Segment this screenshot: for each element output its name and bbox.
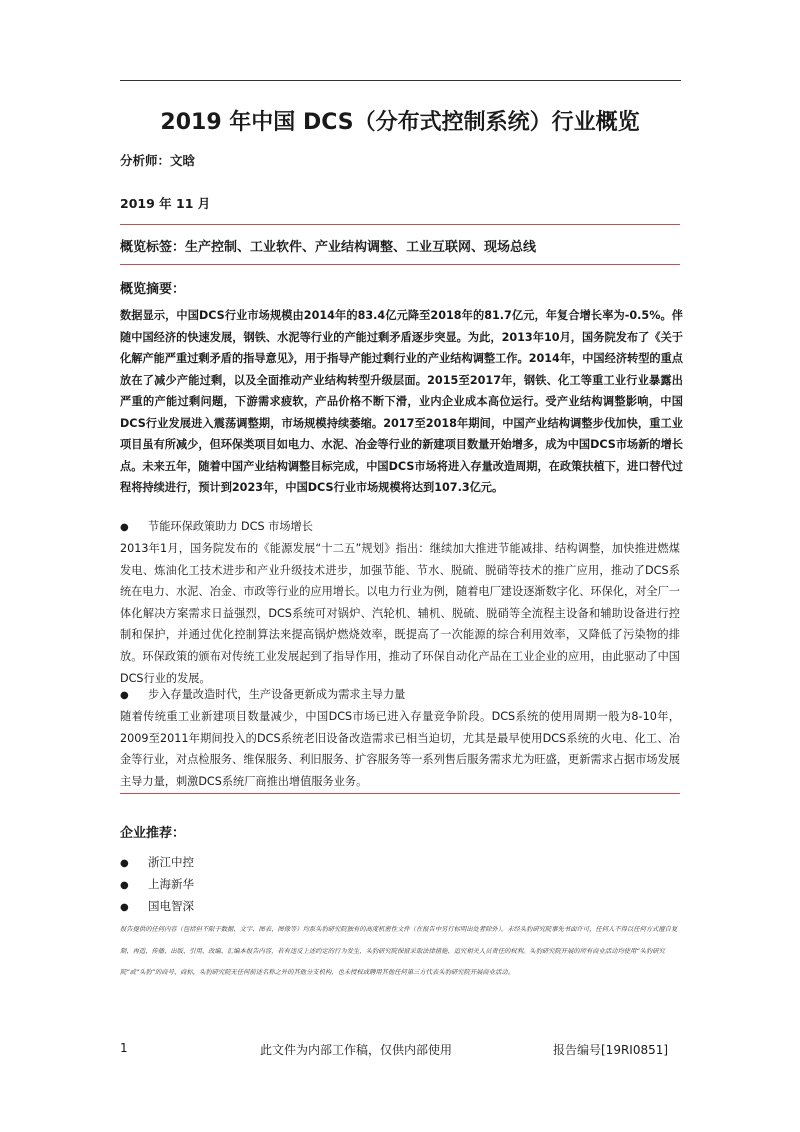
point-paragraph: 2013年1月，国务院发布的《能源发展“十二五”规划》指出：继续加大推进节能减排、结构调整，加快推进燃煤发电、炼油化工技术进步和产业升级技术进步，加强节能、节水、脱硫、脱硝等技术的推广应用，推动了DCS系统在电力、水泥、冶金、市政等行业的应用增长。以电力行业为例，随着电厂建设逐渐数字化、环保化，对全厂一体化解决方案需求日益强烈，DCS系统可对锅炉、汽轮机、辅机、脱硫、脱硝等全流程主设备和辅助设备进行控制和保护，并通过优化控制算法来提高锅炉燃烧效率，既提高了一次能源的综合利用效率，又降低了污染物的排放。环保政策的颁布对传统工业发展起到了指导作用，推动了环保自动化产品在工业企业的应用，由此驱动了中国DCS行业的发展。 xyxy=(120,542,680,685)
divider xyxy=(120,224,680,225)
footer-notice: 此文件为内部工作稿，仅供内部使用 xyxy=(260,1043,453,1057)
summary-text: 数据显示，中国DCS行业市场规模由2014年的83.4亿元降至2018年的81.7亿元，年复合增长率为-0.5%。伴随中国经济的快速发展，钢铁、水泥等行业的产能过剩矛盾逐步突显。为此，2013年10月，国务院发布了《关于化解产能严重过剩矛盾的指导意见》，用于指导产能过剩行业的产业结构调整工作。2014年，中国经济转型的重点放在了减少产能过剩，以及全面推动产业结构转型升级层面。2015至2017年，钢铁、化工等重工业行业暴露出严重的产能过剩问题，下游需求疲软，产品价格不断下滑，业内企业成本高位运行。受产业结构调整影响，中国DCS行业发展进入震荡调整期，市场规模持续萎缩。2017至2018年期间，中国产业结构调整步伐加快，重工业项目虽有所减少，但环保类项目如电力、水泥、冶金等行业的新建项目数量开始增多，成为中国DCS市场新的增长点。未来五年，随着中国产业结构调整目标完成，中国DCS市场将进入存量改造周期，在政策扶植下，进口替代过程将持续进行，预计到2023年，中国DCS行业市场规模将达到107.3亿元。 xyxy=(120,309,683,494)
report-date: 2019 年 11 月 xyxy=(120,196,211,211)
report-id: 报告编号[19RI0851] xyxy=(553,1043,669,1057)
page-number: 1 xyxy=(120,1041,128,1055)
disclaimer: 报告提供的任何内容（包括但不限于数据、文字、图表、图像等）均系头豹研究院独有的高度机密性文件（在报告中另行标明出处者除外）。未经头豹研究院事先书面许可，任何人不得以任何方式擅自复制、再造、传播、出版、引用、改编、汇编本报告内容，若有违反上述约定的行为发生，头豹研究院保留采取法律措施、追究相关人员责任的权利。头豹研究院开展的所有商业活动均使用“头豹研究院”或“头豹”的商号、商标，头豹研究院无任何前述名称之外的其他分支机构，也未授权或聘用其他任何第三方代表头豹研究院开展商业活动。 xyxy=(120,926,678,976)
point-heading: ● 节能环保政策助力 DCS 市场增长 xyxy=(120,518,313,537)
analyst: 分析师：文晗 xyxy=(120,153,196,168)
recommend-heading: 企业推荐： xyxy=(120,826,186,841)
company-item: ● 上海新华 xyxy=(120,875,194,895)
report-title: 2019 年中国 DCS（分布式控制系统）行业概览 xyxy=(160,110,640,135)
company-item: ● 国电智深 xyxy=(120,897,194,917)
header-rule xyxy=(120,80,681,81)
bullet-icon: ● xyxy=(120,880,129,891)
point-paragraph: 随着传统重工业新建项目数量减少，中国DCS市场已进入存量竞争阶段。DCS系统的使用周期一般为8-10年，2009至2011年期间投入的DCS系统老旧设备改造需求已相当迫切，尤其是最早使用DCS系统的火电、化工、冶金等行业，对点检服务、维保服务、利旧服务、扩容服务等一系列售后服务需求尤为旺盛，更新需求占据市场发展主导力量，刺激DCS系统厂商推出增值服务业务。 xyxy=(120,710,680,788)
divider xyxy=(120,793,680,794)
bullet-icon: ● xyxy=(120,902,129,913)
overview-tags: 概览标签：生产控制、工业软件、产业结构调整、工业互联网、现场总线 xyxy=(120,240,537,255)
point-heading: ● 步入存量改造时代，生产设备更新成为需求主导力量 xyxy=(120,686,405,705)
bullet-icon: ● xyxy=(120,690,129,701)
bullet-icon: ● xyxy=(120,858,129,869)
bullet-icon: ● xyxy=(120,522,129,533)
company-item: ● 浙江中控 xyxy=(120,853,194,873)
divider xyxy=(120,264,680,265)
summary-heading: 概览摘要： xyxy=(120,282,186,297)
